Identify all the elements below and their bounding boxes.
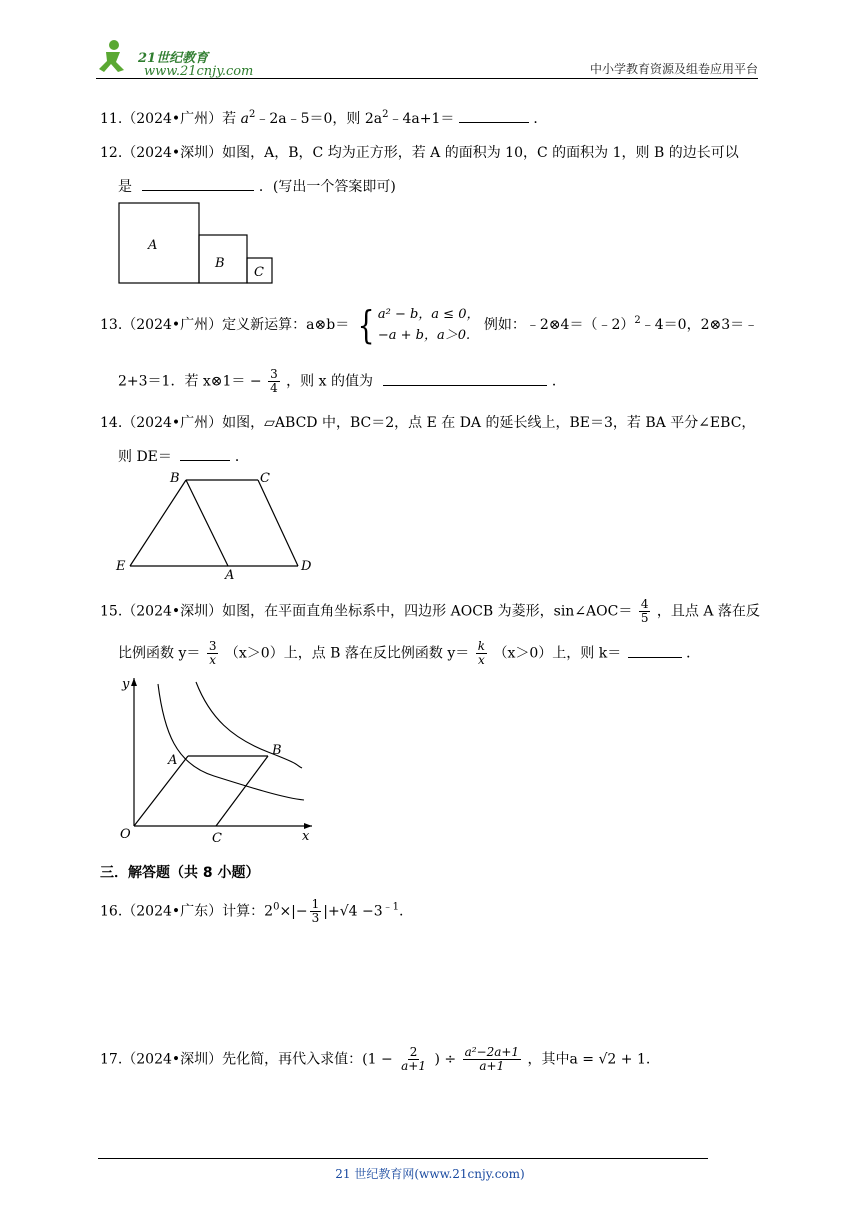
question-15-line2: 比例函数 y＝ $\frac{3}{x}$ （x＞0）上，点 B 落在反比例函数 y＝ $\frac{k}{x}$ （x＞0）上，则 k＝ ． bbox=[118, 639, 701, 667]
footer-site-text: 21 世纪教育网(www.21cnjy.com) bbox=[335, 1167, 525, 1181]
question-12-line2: 是 ．(写出一个答案即可) bbox=[118, 176, 396, 196]
question-14-line2: 则 DE＝ ． bbox=[118, 446, 249, 466]
question-17: 17.（2024•深圳）先化简，再代入求值：(1 − $\frac{2}{a+1}$ ) ÷ $\frac{\text{a²−2a+1}}{a+1}$ ，其中a = √2 + 1. bbox=[100, 1045, 651, 1073]
figure-parallelogram bbox=[112, 466, 322, 586]
site-logo bbox=[96, 36, 256, 78]
logo-url: www.21cnjy.com bbox=[144, 64, 254, 78]
answer-blank-11 bbox=[459, 108, 529, 123]
footer-divider bbox=[98, 1158, 708, 1159]
answer-blank-15 bbox=[628, 643, 682, 658]
question-16: 16.（2024•广东）计算：$2^0\times|-$ $\frac{1}{3}$ $|+√4 -3^{﹣1}$. bbox=[100, 897, 404, 925]
question-12-line1: 12.（2024•深圳）如图，A，B，C 均为正方形，若 A 的面积为 10，C 的面积为 1，则 B 的边长可以 bbox=[100, 145, 739, 161]
axis-label-x: x bbox=[302, 829, 310, 844]
point-label-e: E bbox=[116, 559, 126, 574]
header-platform-text: 中小学教育资源及组卷应用平台 bbox=[589, 62, 758, 76]
point-label-b: B bbox=[170, 471, 180, 486]
header-divider bbox=[96, 78, 758, 79]
question-13-line1: 13.（2024•广州）定义新运算：a⊗b＝ { a² − b，a ≤ 0， −a + b，a＞0. 例如：﹣2⊗4＝（﹣2）$^2$﹣4＝0，2⊗3＝﹣ bbox=[100, 303, 759, 347]
axis-label-y: y bbox=[122, 677, 130, 692]
logo-text: 21世纪教育 bbox=[138, 51, 209, 66]
point-label-o: O bbox=[120, 827, 131, 842]
question-14-line1: 14.（2024•广州）如图，▱ABCD 中，BC＝2，点 E 在 DA 的延长线上，BE＝3，若 BA 平分∠EBC， bbox=[100, 415, 756, 431]
figure-squares bbox=[118, 202, 278, 290]
point-label-c: C bbox=[260, 471, 270, 486]
question-15-line1: 15.（2024•深圳）如图，在平面直角坐标系中，四边形 AOCB 为菱形，sin∠AOC＝ $\frac{4}{5}$ ，且点 A 落在反 bbox=[100, 597, 760, 625]
section-heading: 三．解答题（共 8 小题） bbox=[100, 865, 260, 881]
question-11: 11.（2024•广州）若 $a^2﹣2a﹣5=0$，则 $2a^2﹣4a+1=$ ． bbox=[100, 109, 548, 127]
point-label-a: A bbox=[225, 568, 235, 582]
question-13-line2: 2+3＝1．若 x⊗1＝ − $\frac{3}{4}$ ，则 x 的值为 ． bbox=[118, 367, 566, 395]
answer-blank-13 bbox=[383, 371, 547, 386]
point-label-a: A bbox=[168, 753, 178, 768]
case-2: −a + b，a＞0. bbox=[377, 328, 471, 343]
point-label-c: C bbox=[212, 831, 222, 846]
case-1: a² − b，a ≤ 0， bbox=[377, 307, 480, 322]
figure-coordinate-rhombus bbox=[114, 672, 319, 854]
answer-blank-14 bbox=[180, 446, 230, 461]
point-label-d: D bbox=[301, 559, 312, 574]
answer-blank-12 bbox=[142, 176, 254, 191]
square-label-a: A bbox=[148, 238, 158, 253]
square-label-b: B bbox=[215, 256, 225, 271]
square-label-c: C bbox=[254, 265, 264, 280]
point-label-b: B bbox=[272, 743, 282, 758]
